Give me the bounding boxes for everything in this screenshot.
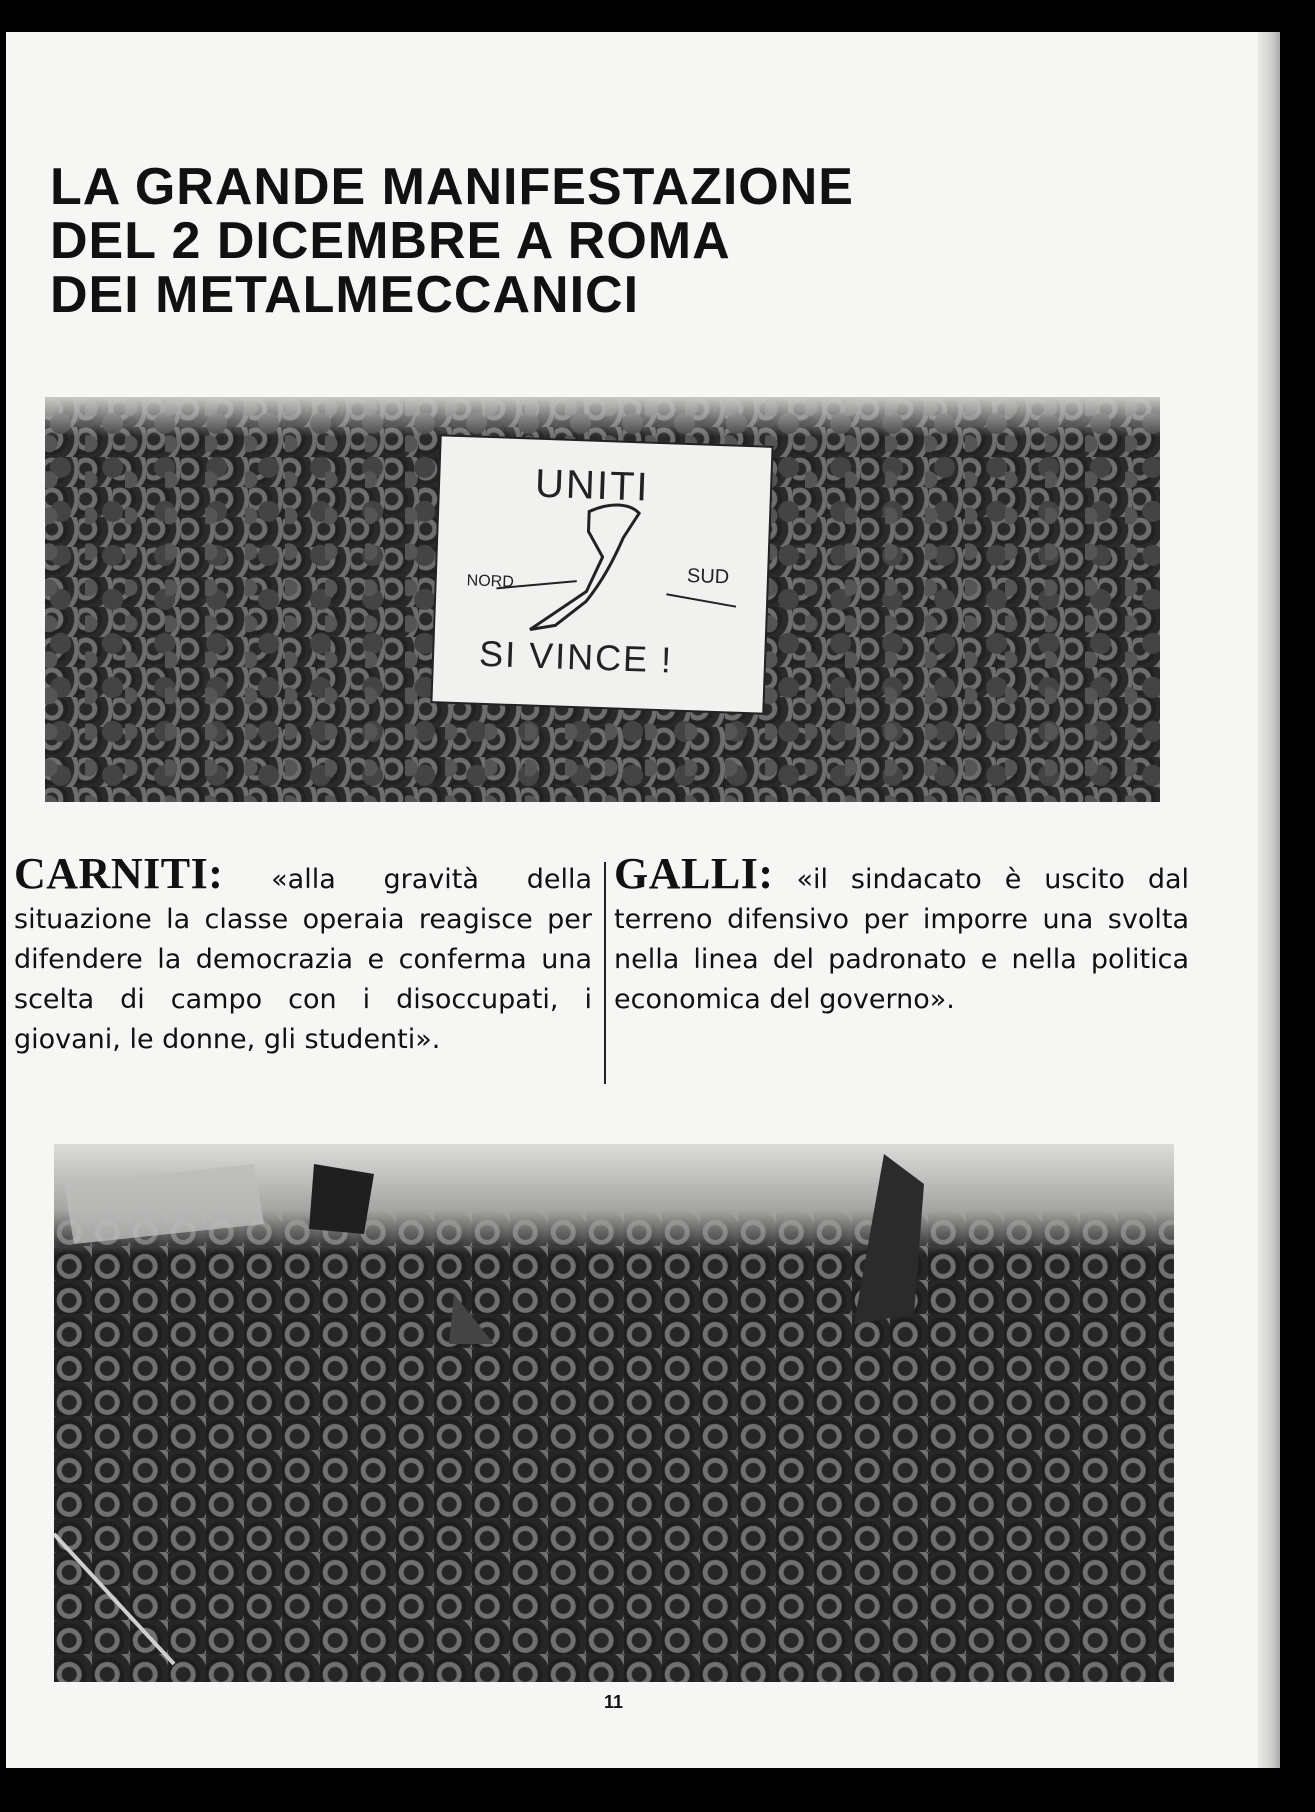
sign-text-si-vince: SI VINCE ! <box>478 632 674 681</box>
photo-sky <box>45 397 1160 437</box>
speaker-carniti: CARNITI: <box>14 849 224 898</box>
sign-text-uniti: UNITI <box>534 461 651 510</box>
sign-text-sud: SUD <box>686 564 730 589</box>
quote-carniti <box>14 849 592 1060</box>
headline-line-2: DEL 2 DICEMBRE A ROMA <box>50 212 731 270</box>
quote-carniti-text: «alla gravità della situazione la classe operaia reagisce per difendere la democrazia e conferma una scelta di campo con i disoccupati, i giovani, le donne, gli studenti». <box>14 864 592 1055</box>
protest-sign <box>432 436 771 712</box>
show-through-text <box>996 122 1015 202</box>
crowd-photo-bottom <box>54 1144 1174 1682</box>
headline <box>50 160 854 322</box>
flags-drawing <box>54 1144 1174 1682</box>
quotes-section <box>14 849 1194 1094</box>
magazine-page <box>6 32 1280 1768</box>
quote-galli <box>614 849 1190 1020</box>
page-edge <box>1258 32 1280 1768</box>
quote-galli-text: «il sindacato è uscito dal terreno difensivo per imporre una svolta nella linea del padronato e nella politica economica del governo». <box>614 864 1190 1015</box>
speaker-galli: GALLI: <box>614 849 774 898</box>
column-divider <box>604 862 606 1084</box>
headline-line-3: DEI METALMECCANICI <box>50 266 640 324</box>
page-number: 11 <box>604 1692 624 1712</box>
sign-text-nord: NORD <box>466 572 515 591</box>
headline-line-1: LA GRANDE MANIFESTAZIONE <box>50 158 854 216</box>
crowd-photo-top <box>45 397 1160 802</box>
